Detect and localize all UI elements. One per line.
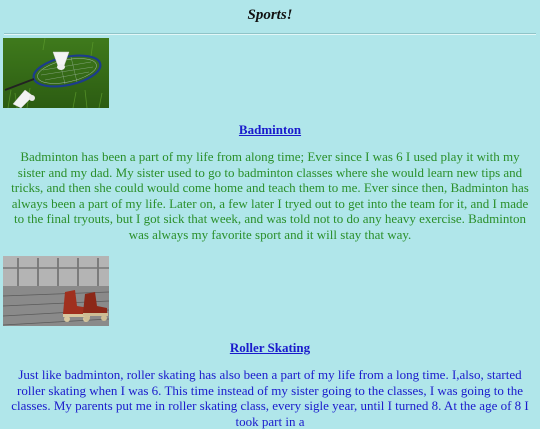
section-heading-badminton[interactable]: Badminton [238,122,302,137]
page-title: Sports! [247,7,293,23]
badminton-image [3,38,109,108]
section-text-badminton: Badminton has been a part of my life from along time; Ever since I was 6 I used play it with my sister and my dad. My sister used to go to badminton classes where she would learn new tips and tricks, and then she could would come home and teach them to me. Ever since then, Badminton has always been a part of my life. Later on, a few later I tryed out to get into the team for it, and I made to the final tryouts, but I got sick that week, and was told not to do any heavy exercise. Badminton was always my favorite sport and it will stay that way. [11,149,529,242]
horizontal-rule [4,33,536,35]
roller-skates-image [3,256,109,326]
section-heading-roller-skating[interactable]: Roller Skating [229,340,311,355]
section-text-roller-skating: Just like badminton, roller skating has also been a part of my life from a long time. I,also, started roller skating when I was 6. This time instead of my sister going to the classes, I was going to the classes. My parents put me in roller skating class, every sigle year, until I turned 8. At the age of 8 I took part in a [11,367,529,429]
